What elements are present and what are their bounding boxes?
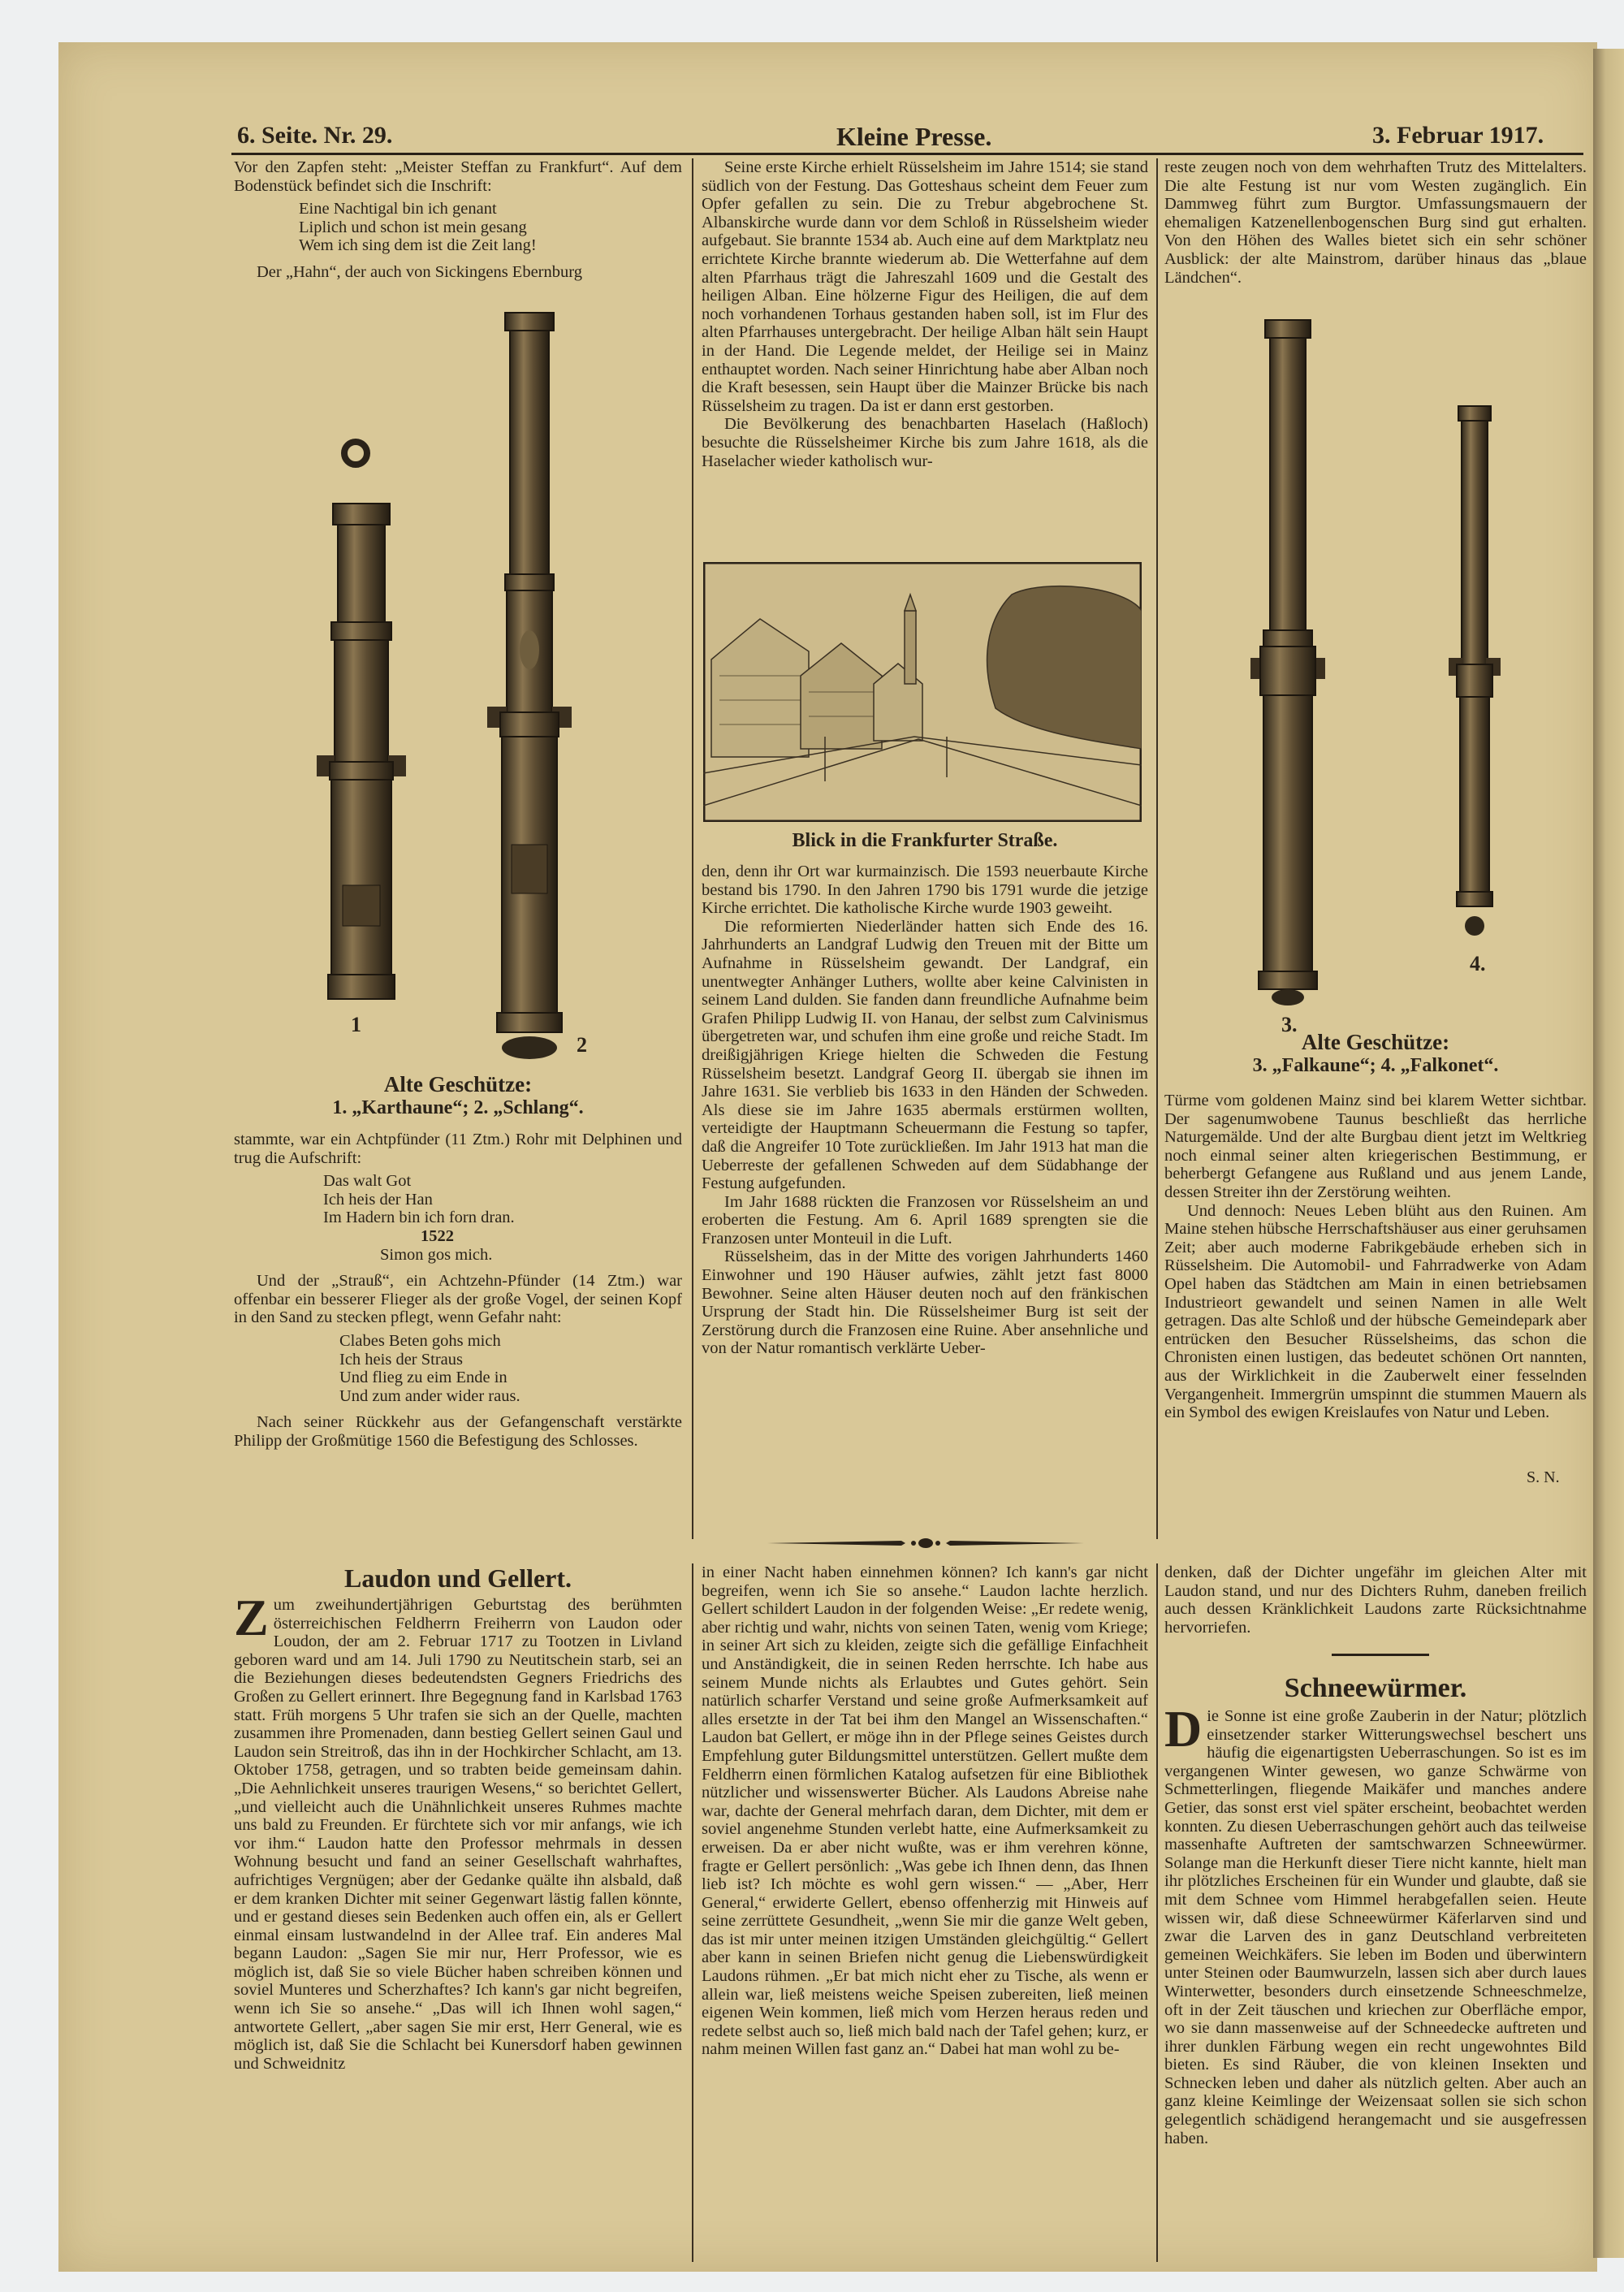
poem-line: Im Hadern bin ich forn dran. <box>323 1209 515 1227</box>
article-column-1-bottom <box>234 1131 682 1488</box>
drop-cap: D <box>1164 1707 1203 1758</box>
cannon-illustration-1-2 <box>292 301 633 1072</box>
column-divider <box>1156 1563 1158 2262</box>
caption-title: Alte Geschütze: <box>383 1072 533 1096</box>
paragraph: Und dennoch: Neues Leben blüht aus den Ruinen. Am Maine stehen hübsche Herrschaftshäuser aus einer geruhsamen Zeit; aber auch moderne Fabrikgebäude erheben sich in Rüsselsheim. Die Automobil- und Fahrradwerke von Adam Opel haben das Städtchen am Main in einen betriebsamen Industrieort gewandelt und seinen Namen in alle Welt getragen. Das alte Schloß und der hübsche Gemeindepark aber entrücken den Besucher Rüsselsheims, das schon die Chronisten einen lustigen, das bedeutet schönen Ort nannten, aus der Wirklichkeit in die Zauberwelt einer fesselnden Vergangenheit. Immergrün umspinnt die stummen Mauern als ein Symbol des ewigen Kreislaufes von Natur und Leben. <box>1164 1201 1587 1422</box>
poem-line: Ich heis der Straus <box>339 1350 463 1369</box>
cannon-illustration-3-4 <box>1218 309 1559 1040</box>
poem-signature: Simon gos mich. <box>380 1245 493 1264</box>
paragraph: Nach seiner Rückkehr aus der Gefangenschaft verstärkte Philipp der Großmütige 1560 die Befestigung des Schlosses. <box>234 1413 682 1450</box>
poem-line: Eine Nachtigal bin ich genant <box>299 200 497 218</box>
cannon-schlang <box>487 313 572 1059</box>
article-schneewuermer <box>1164 1707 1587 2170</box>
cannon-falkaune <box>1250 320 1325 1005</box>
paragraph: Im Jahr 1688 rückten die Franzosen vor Rüsselsheim an und eroberten die Festung. Am 6. April 1689 sprengten sie die Franzosen unter Monteuil in die Luft. <box>702 1192 1148 1248</box>
paragraph: Der „Hahn“, der auch von Sickingens Ebernburg <box>257 262 582 281</box>
page-label: 6. Seite. <box>237 122 318 149</box>
poem-line: Clabes Beten gohs mich <box>339 1331 501 1350</box>
cannon-karthaune <box>317 442 406 999</box>
poem-line: Und zum ander wider raus. <box>339 1386 520 1405</box>
issue-date: 3. Februar 1917. <box>1372 122 1544 149</box>
figure-caption-street: Blick in die Frankfurter Straße. <box>792 830 1058 851</box>
paragraph: Vor den Zapfen steht: „Meister Steffan zu Frankfurt“. Auf dem Bodenstück befindet sich die Inschrift: <box>234 158 682 195</box>
inscription-poem <box>323 1172 682 1264</box>
article-headline-laudon: Laudon und Gellert. <box>343 1563 572 1593</box>
newspaper-title: Kleine Presse. <box>836 122 992 151</box>
poem-line: Liplich und schon ist mein gesang <box>299 218 527 236</box>
column-divider <box>692 158 693 1539</box>
article-laudon-column-3 <box>1164 1563 1587 1641</box>
caption-subtitle: 3. „Falkaune“; 4. „Falkonet“. <box>1252 1055 1499 1076</box>
article-separator <box>1332 1654 1429 1656</box>
figure-caption-3-4 <box>1164 1030 1587 1077</box>
poem-line: Ich heis der Han <box>323 1190 433 1209</box>
figure-label: 2 <box>577 1033 587 1057</box>
article-column-3-bottom <box>1164 1092 1587 1473</box>
paragraph: reste zeugen noch von dem wehrhaften Trutz des Mittelalters. Die alte Festung ist nur vom Westen zugänglich. Ein Dammweg führt zum Burgtor. Umfassungsmauern der ehemaligen Katzenellenbogenschen Burg sind gut erhalten. Von den Höhen des Walles bietet sich ein sehr schöner Ausblick: der alte Mainstrom, darüber hinaus das „blaue Ländchen“. <box>1164 158 1587 287</box>
adjacent-page-edge <box>1593 49 1624 2258</box>
cannon-falkonet <box>1449 406 1501 936</box>
figure-label: 4. <box>1470 952 1486 975</box>
poem-year: 1522 <box>421 1226 454 1245</box>
figure-caption-1-2 <box>234 1072 682 1119</box>
paragraph: in einer Nacht haben einnehmen können? Ich kann's gar nicht begreifen, wenn ich Sie so ansehe.“ Laudon lachte herzlich. Gellert schildert Laudon in der folgenden Weise: „Er redete wenig, aber richtig und wahr, nichts von seinen Taten, wenig vom Kriege; in seiner Art sich zu kleiden, zeigte sich die gefällige Einfachheit und Anständigkeit, die in seinen Reden herrschte. Ich habe aus seinem Munde nichts als Erlaubtes und Gutes gehört. Sein natürlich scharfer Verstand und seine große Aufmerksamkeit auf alles ersetzte in der Tat bei ihm den Mangel an Wissenschaften.“ Laudon bat Gellert, er möge ihn in der Pflege seines Geistes durch Empfehlung guter Bildungsmittel unterstützen. Gellert mußte dem Feldherrn einen förmlichen Katalog aufsetzen für eine Bibliothek nützlicher und wissenswerter Bücher. Als Laudons Abreise nahe war, dachte der General mehrfach daran, dem Dichter, mit dem er soviel angenehme Stunden verlebt hatte, eine Aufmerksamkeit zu erweisen. Da er aber nicht wußte, was er ihm verehren könne, fragte er Gellert persönlich: „Was gebe ich Ihnen denn, das Ihnen lieb ist? Ich möchte es wohl gern wissen.“ — „Aber, Herr General,“ erwiderte Gellert, ebenso offenherzig mit Hinweis auf seine zerrüttete Gesundheit, „wenn Sie mir die ganze Welt geben, das ist mir unter meinen itzigen Umständen gleichgültig.“ Gellert aber kann in seinen Briefen nicht genug die Liebenswürdigkeit Laudons rühmen. „Er bat mich nicht eher zu Tische, als wenn er allein war, ließ meistens weiche Speisen zubereiten, ließ meinen eigenen Wein kommen, ließ mich vom Herzen heraus reden und redete selbst auch so, ließ mich bald nach der Tafel gehen; kurz, er nahm meinen Willen fast ganz an.“ Dabei hat man wohl zu be- <box>702 1563 1148 2059</box>
paragraph: Und der „Strauß“, ein Achtzehn-Pfünder (14 Ztm.) war offenbar ein besserer Flieger als der große Vogel, der seinen Kopf in den Sand zu stecken pflegt, wenn Gefahr naht: <box>234 1272 682 1327</box>
paragraph: Die reformierten Niederländer hatten sich Ende des 16. Jahrhunderts an Landgraf Ludwig den Treuen mit der Bitte um Aufnahme in Rüsselsheim gewandt. Der Landgraf, ein unentwegter Anhänger Luthers, wollte aber keine Calvinisten in seinem Land dulden. Sie fanden dann freundliche Aufnahme beim Grafen Philipp Ludwig II. von Hanau, der selbst zum Calvinismus übergetreten war, und schufen ihm eine große und reiche Stadt. Im dreißigjährigen Kriege hielten die Schweden die Festung Rüsselsheim besetzt. Landgraf Georg II. übergab sie ihnen im Jahre 1631. Sie verblieb bis 1633 in den Händen der Schweden. Als diese sie im Jahre 1635 abermals erstürmen wollten, verteidigte der Hauptmann Scheuermann die Festung so tapfer, daß die Angreifer 10 Tote zurückließen. Im Jahr 1913 hat man die Ueberreste der gefallenen Schweden auf dem Südabhange der Festung aufgefunden. <box>702 917 1148 1193</box>
poem-line: Wem ich sing dem ist die Zeit lang! <box>299 236 537 255</box>
figure-label: 1 <box>351 1013 361 1036</box>
drop-cap: Z <box>234 1596 269 1646</box>
article-headline-schneewuermer: Schneewürmer. <box>1284 1673 1467 1703</box>
column-divider <box>1156 158 1158 1539</box>
paragraph: den, denn ihr Ort war kurmainzisch. Die 1593 neuerbaute Kirche bestand bis 1790. In den Jahren 1790 bis 1791 wurde die jetzige Kirche errichtet. Die katholische Kirche wurde 1903 geweiht. <box>702 863 1148 918</box>
paragraph: um zweihundertjährigen Geburtstag des berühmten österreichischen Feldherrn Freiherrn von Laudon oder Loudon, der am 2. Februar 1717 zu Tootzen in Livland geboren ward und am 14. Juli 1790 zu Neutitschein starb, sei an die Beziehungen dieses bedeutendsten Gegners Friedrichs des Großen zu Gellert erinnert. Ihre Begegnung fand in Karlsbad 1763 statt. Früh morgens 5 Uhr trafen sie sich an der Quelle, machten zusammen ihre Promenaden, dann bestieg Gellert seinen Gaul und Laudon sein Streitroß, das ihn in der Hochkircher Schlacht, am 13. Oktober 1758, getragen, und so trabten beide gemeinsam dahin. „Die Aehnlichkeit unseres traurigen Wesens,“ so berichtet Gellert, „und vielleicht auch die Unähnlichkeit unseres Ruhmes machte uns bald zu Freunden. Er fürchtete sich vor mir anfangs, wie ich vor ihm.“ Laudon hatte den Professor mehrmals in dessen Wohnung besucht und fand an seiner Gesellschaft wahrhaftes, aufrichtiges Vergnügen; aber der Gedanke quälte ihn alsbald, daß er dem kranken Dichter mit seiner Gegenwart lästig fallen könnte, und er gestand dieses sein Bedenken auch offen ein, als er Gellert einmal einsam lustwandelnd in der Allee traf. Ein anderes Mal begann Laudon: „Sagen Sie mir nur, Herr Professor, wie es möglich ist, daß Sie so viele Bücher haben schreiben können und soviel Munteres und Scherzhaftes? Ich kann's gar nicht begreifen, wenn ich Sie so ansehe.“ „Das will ich Ihnen wohl sagen,“ antwortete Gellert, „aber sagen Sie mir erst, Herr General, wie es möglich ist, daß Sie die Schlacht bei Kunersdorf haben gewinnen und Schweidnitz <box>234 1596 682 2073</box>
inscription-poem <box>299 200 682 255</box>
column-divider <box>692 1563 693 2262</box>
paragraph: Die Bevölkerung des benachbarten Haselach (Haßloch) besuchte die Rüsselsheimer Kirche bis zum Jahre 1618, als die Haselacher wieder katholisch wur- <box>702 415 1148 470</box>
paragraph: ie Sonne ist eine große Zauberin in der Natur; plötzlich einsetzender starker Witterungswechsel beschert uns häufig die eigenartigsten Ueberraschungen. So ist es im vergangenen Winter gewesen, wo ganze Schwärme von Schmetterlingen, fliegende Maikäfer und manches andere Getier, das sonst erst viel später erscheint, beobachtet werden konnten. Zu diesen Ueberraschungen gehört auch das teilweise massenhafte Auftreten der samtschwarzen Schneewürmer. Solange man die Herkunft dieser Tiere nicht kannte, hielt man ihr plötzliches Erscheinen für ein Wunder und glaubte, daß sie mit dem Schnee vom Himmel herabgefallen seien. Heute wissen wir, daß diese Schneewürmer Käferlarven sind und zwar die Larven des in ganz Deutschland verbreiteten gemeinen Weichkäfers. Sie leben im Boden und überwintern unter Steinen oder Baumwurzeln, lassen sich aber durch laues Winterwetter, besonders durch einsetzende Schneeschmelze, oft in der Zeit täuschen und kriechen zur Oberfläche empor, wo sie dann massenweise auf der Schneedecke auftreten und ihrer dunklen Färbung wegen ein recht ungewohntes Bild bieten. Es sind Räuber, die von kleinen Insekten und Schnecken leben und daher als nützlich gelten. Aber auch an ganz kleine Keimlinge der Weizensaat sollen sie sich schon gelegentlich schädigend herangemacht und sie ausgefressen haben. <box>1164 1707 1587 2147</box>
paragraph: denken, daß der Dichter ungefähr im gleichen Alter mit Laudon stand, und nur des Dichters Ruhm, daneben freilich auch dessen Kränklichkeit Laudons zarte Rücksichtnahme hervorriefen. <box>1164 1563 1587 1637</box>
header-rule <box>231 153 1583 155</box>
article-column-2-top <box>702 158 1148 532</box>
street-view-illustration <box>703 562 1142 822</box>
ornamental-divider <box>767 1537 1084 1549</box>
poem-line: Und flieg zu eim Ende in <box>339 1369 508 1387</box>
issue-number: Nr. 29. <box>323 122 393 149</box>
paragraph: stammte, war ein Achtpfünder (11 Ztm.) Rohr mit Delphinen und trug die Aufschrift: <box>234 1131 682 1167</box>
inscription-poem <box>339 1332 682 1405</box>
caption-subtitle: 1. „Karthaune“; 2. „Schlang“. <box>332 1097 584 1118</box>
article-column-2-bottom <box>702 863 1148 1535</box>
article-column-3-top <box>1164 158 1587 288</box>
article-column-1-top <box>234 158 682 288</box>
author-signature: S. N. <box>1527 1468 1560 1486</box>
poem-line: Das walt Got <box>323 1172 412 1191</box>
paragraph: Seine erste Kirche erhielt Rüsselsheim im Jahre 1514; sie stand südlich von der Festung. Das Gotteshaus scheint dem Feuer zum Opfer gefallen zu sein. Die zu Trebur abgebrochene St. Albanskirche wurde dann vor dem Schloß in Rüsselsheim wieder aufgebaut. Sie brannte 1534 ab. Auch eine auf dem Marktplatz neu errichtete Kirche brannte wiederum ab. Die Wetterfahne auf dem alten Pfarrhaus trägt die Jahreszahl 1609 und die Gestalt des heiligen Alban. Eine hölzerne Figur des Heiligen, die auf dem noch vorhandenen Torhaus gestanden haben soll, ist im Flur des alten Pfarrhauses untergebracht. Der heilige Alban hält sein Haupt in der Hand. Die Legende meldet, der Heilige sei in Mainz enthauptet worden. Nach seiner Hinrichtung habe aber Alban noch die Kraft besessen, sein Haupt über die Mainzer Brücke bis nach Rüsselsheim zu tragen. Da ist er dann erst gestorben. <box>702 158 1148 415</box>
caption-title: Alte Geschütze: <box>1301 1030 1450 1054</box>
article-laudon-column-1 <box>234 1596 682 2254</box>
article-laudon-column-2 <box>702 1563 1148 2254</box>
paragraph: Türme vom goldenen Mainz sind bei klarem Wetter sichtbar. Der sagenumwobene Taunus beschließt das herrliche Naturgemälde. Und der alte Burgbau dient jetzt im Weltkrieg noch einmal seiner alten kriegerischen Bestimmung, er beherbergt Gefangene aus Rußland und aus jenem Lande, dessen Streiter ihn der Zerstörung weihten. <box>1164 1092 1587 1201</box>
figure-label: 3. <box>1281 1013 1298 1036</box>
paragraph: Rüsselsheim, das in der Mitte des vorigen Jahrhunderts 1460 Einwohner und 190 Häuser aufwies, zählt jetzt fast 8000 Bewohner. Seine alten Häuser deuten noch auf den fränkischen Ursprung der Stadt hin. Die Rüsselsheimer Burg ist seit der Zerstörung durch die Franzosen eine Ruine. Aber ansehnliche und von der Natur romantisch verklärte Ueber- <box>702 1248 1148 1358</box>
page-number <box>237 122 392 149</box>
